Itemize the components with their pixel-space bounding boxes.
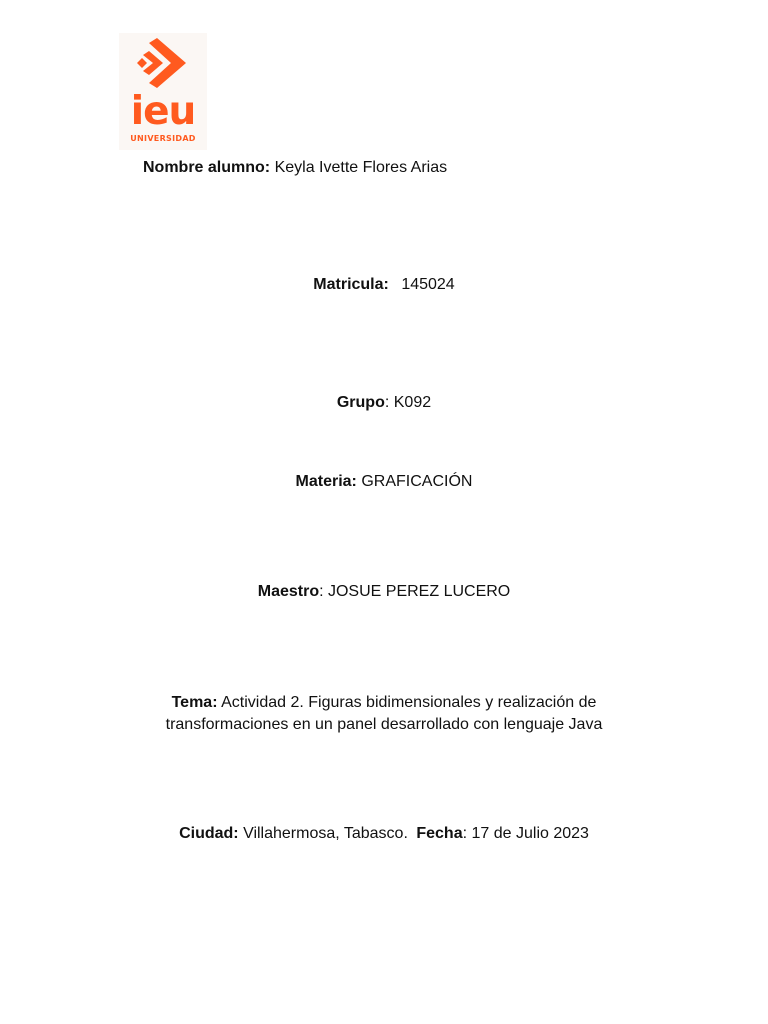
tema-text-1: Actividad 2. Figuras bidimensionales y realización de xyxy=(221,694,597,711)
materia-line xyxy=(0,471,768,493)
maestro-value: : JOSUE PEREZ LUCERO xyxy=(319,583,511,600)
student-name-value: Keyla Ivette Flores Arias xyxy=(274,159,448,176)
student-name-label: Nombre alumno: xyxy=(143,159,271,176)
ciudad-label: Ciudad: xyxy=(179,825,239,842)
matricula-label: Matricula: xyxy=(313,276,389,293)
university-logo xyxy=(119,33,207,150)
matricula-value: 145024 xyxy=(401,276,455,293)
grupo-label: Grupo xyxy=(336,394,385,411)
logo-subtitle: UNIVERSIDAD xyxy=(130,134,196,143)
grupo-line xyxy=(0,392,768,414)
tema-line-2 xyxy=(0,714,768,736)
tema-text-2: transformaciones en un panel desarrollado con lenguaje Java xyxy=(165,716,603,733)
tema-label: Tema: xyxy=(171,694,218,711)
tema-line-1 xyxy=(0,692,768,714)
ciudad-value: Villahermosa, Tabasco. xyxy=(243,825,408,842)
maestro-line xyxy=(0,581,768,603)
student-name-line xyxy=(143,157,447,179)
ciudad-fecha-line xyxy=(0,823,768,845)
fecha-label: Fecha xyxy=(416,825,463,842)
fecha-value: : 17 de Julio 2023 xyxy=(462,825,589,842)
materia-label: Materia: xyxy=(295,473,357,490)
materia-value: GRAFICACIÓN xyxy=(361,473,473,490)
maestro-label: Maestro xyxy=(257,583,320,600)
chevrons-icon xyxy=(119,33,207,93)
grupo-value: : K092 xyxy=(384,394,432,411)
matricula-line xyxy=(0,274,768,296)
logo-wordmark: ieu xyxy=(130,89,196,134)
